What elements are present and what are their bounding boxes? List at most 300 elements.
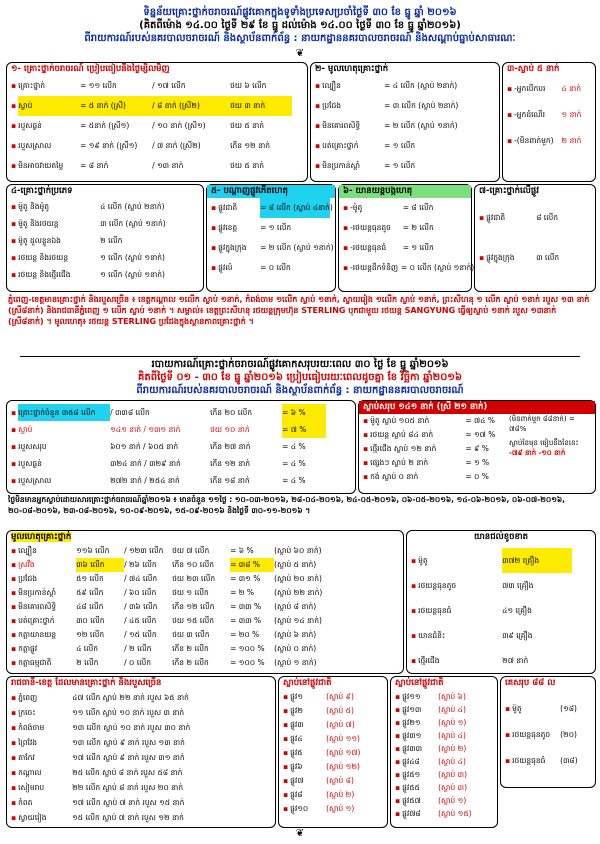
cell: / ១៥ លើក	[124, 630, 157, 639]
no-death-days-note	[8, 494, 592, 530]
period-dead-side	[509, 414, 593, 484]
bullet-icon: ▪	[11, 708, 17, 717]
period-national-roads-box-2	[390, 676, 498, 828]
cell: = ៤ %	[282, 459, 306, 468]
period-totals-box	[6, 400, 356, 494]
cell: ផ្លូវជាតិ	[218, 203, 238, 212]
table-row	[407, 623, 595, 648]
period-causes-box	[6, 530, 404, 674]
cell: = ១៩ នាក់ (ស្រី១)	[80, 141, 138, 150]
bullet-icon: ▪	[283, 790, 289, 799]
bullet-icon: ▪	[11, 588, 17, 597]
cell: -អ្នកបើកបរ	[514, 84, 546, 93]
bullet-icon: ▪	[395, 744, 401, 753]
table-row	[7, 544, 403, 558]
bullet-icon: ▪	[11, 783, 17, 792]
cell: = ៦ %	[230, 546, 254, 555]
box-title: ១- គ្រោះថ្នាក់ចរាចរណ៍ ប្រៀបធៀបនឹងថ្ងៃម្សិលមិញ	[11, 64, 170, 74]
table-row	[339, 218, 471, 238]
cell: (ស្លាប់ ១៥)	[438, 809, 472, 818]
cell: (ស្លាប់ ០ នាក់)	[274, 644, 317, 653]
cell: = ៧៤ %	[465, 416, 495, 425]
table-row	[207, 198, 335, 218]
period-dead-rows	[359, 414, 509, 484]
cell: កត្តាធម្មជាតិ	[18, 658, 52, 667]
cell: / ៣៣៨ លើក	[110, 408, 150, 417]
table-row	[7, 705, 275, 720]
table-row	[279, 690, 387, 704]
cell: គ្រោះថ្នាក់	[18, 81, 46, 90]
cell: ៣០ លើក	[76, 616, 105, 625]
daily-causes-box	[310, 62, 500, 182]
table-row	[311, 96, 499, 116]
cell: ផ្លូវ៥	[290, 748, 303, 757]
cell: = ៥ នាក់ (ស្រី)	[80, 96, 152, 116]
cell: / ៧ នាក់ (ស្រី២)	[152, 141, 201, 150]
bullet-icon: ▪	[11, 630, 17, 639]
cell: / ៣៦ លើក	[124, 602, 158, 611]
bullet-icon: ▪	[479, 253, 485, 262]
table-row	[391, 794, 497, 807]
cell: កើន ១២ នាក់	[230, 141, 271, 150]
table-row	[7, 96, 307, 116]
bullet-icon: ▪	[505, 756, 511, 765]
cell: ២ លើក	[100, 236, 123, 245]
cell: ម៉ូតូ	[418, 556, 428, 565]
cell: (ស្លាប់ ៥ នាក់)	[274, 560, 317, 569]
bullet-icon: ▪	[11, 476, 17, 485]
cell: មិនគោរពសិទ្ធិ	[18, 602, 57, 611]
cell: = ១០០ %	[230, 644, 265, 653]
bullet-icon: ▪	[411, 581, 417, 590]
table-row	[7, 156, 307, 176]
cell: (ស្លាប់ ២)	[438, 744, 467, 753]
cell: រថយន្ត និងថ្មើរជើង	[18, 270, 71, 279]
cell: ២៧ នាក់	[502, 656, 529, 665]
bullet-icon: ▪	[11, 753, 17, 762]
table-row	[7, 810, 275, 825]
bullet-icon: ▪	[11, 693, 17, 702]
bullet-icon: ▪	[283, 692, 289, 701]
cell: ម៉ូតូ និងម៉ូតូ	[18, 202, 50, 211]
bullet-icon: ▪	[211, 243, 217, 252]
cell: ក្រចេះ	[18, 708, 36, 717]
national-roads-rows	[279, 690, 387, 816]
cell: ផ្លូវ១	[290, 692, 303, 701]
cell: ៤ លើក (ស្លាប់ ២នាក់)	[100, 202, 165, 211]
cell: (ស្លាប់ ៨ នាក់)	[274, 602, 317, 611]
table-row	[359, 456, 509, 470]
table-row	[391, 781, 497, 794]
cell: ថ្មើរជើង ស្លាប់ ១២ នាក់	[370, 444, 437, 453]
cell: ៣៩ គ្រឿង	[502, 631, 533, 640]
bullet-icon: ▪	[363, 472, 369, 481]
table-row	[339, 238, 471, 258]
cell: ផ្លូវ១០	[290, 804, 309, 813]
bullet-icon: ▪	[343, 263, 349, 272]
table-row	[279, 788, 387, 802]
cell: / ៦០ លើក	[124, 588, 157, 597]
daily-dead-rows	[503, 76, 595, 154]
cell: ៣ លើក	[536, 253, 560, 262]
cell: រថយន្ត ស្លាប់ ៨៤ នាក់	[370, 430, 434, 439]
bullet-icon: ▪	[211, 263, 217, 272]
cell: រថយន្តធុនធំ	[418, 606, 452, 615]
daily-note	[8, 294, 592, 354]
cell: (ស្លាប់ ៦ នាក់)	[274, 630, 317, 639]
table-row	[279, 774, 387, 788]
cell: របួសធ្ងន់	[18, 459, 42, 468]
cell: = ២ %	[230, 588, 254, 597]
table-row	[339, 198, 471, 218]
cell: ផ្លូវជាតិ	[486, 213, 506, 222]
bullet-icon: ▪	[11, 644, 17, 653]
table-row	[279, 718, 387, 732]
bullet-icon: ▪	[283, 762, 289, 771]
table-row	[7, 404, 355, 421]
table-row	[279, 760, 387, 774]
cell: ផ្លូវក្នុងក្រុង	[218, 243, 247, 252]
cell: = ១៧ %	[465, 430, 496, 439]
cell: មិនគោរពសិទ្ធិ	[322, 121, 361, 130]
cell: ២២ លើក ស្លាប់ ៨ នាក់ របួស ២០ នាក់	[72, 783, 184, 792]
table-row	[391, 807, 497, 820]
cell: = ៧ %	[282, 421, 326, 438]
daily-note-text: ភ្នំពេញ-ខេត្តមានគ្រោះថ្នាក់ និងរបួសច្រើន ៖ ខេត្តកណ្ដាល ១លើក ស្លាប់ ១នាក់, កំពង់ចាម ១លើក ស្លាប់ ១នាក់, ស្វាយរៀង ១លើក ស្លាប់ ១នាក់, ព្រះសីហនុ ១ លើក ស្លាប់ ១នាក់ របួស ១៣ នាក់ (ស្រី៨នាក់) និងរាជធានីភ្នំពេញ ១ លើក ស្លាប់ ១នាក់ ។ សម្គាល់៖ ខេត្តព្រះសីហនុ រថយន្តក្រុមហ៊ុន STERLING បុកជាមួយ រថយន្ត SANGYUNG ធ្វើឲ្យស្លាប់ ១នាក់ របួស ១៣នាក់ (ស្រី៨នាក់) ។ មូលហេតុ៖ រថយន្ត STERLING ប្រជែងក្នុងស្ថានភាពគ្រោះថ្នាក់ ។	[8, 295, 590, 326]
period-range: គិតពីថ្ងៃទី ០១ - ៣០ ខែ ធ្នូ ឆ្នាំ២០១៦ ប្រៀបធៀបរយៈពេលដូចគ្នា ខែ វិច្ឆិកា ឆ្នាំ២០១៦	[138, 372, 462, 383]
table-row	[7, 586, 403, 600]
cell: កើន ២ លើក	[172, 658, 209, 667]
cell: / ៨ នាក់ (ស្រី២)	[152, 96, 230, 116]
table-row	[7, 735, 275, 750]
table-row	[359, 442, 509, 456]
cell: កត្តាយានយន្ត	[18, 630, 57, 639]
bullet-icon: ▪	[283, 748, 289, 757]
period-header	[0, 358, 600, 397]
cell: រថយន្តធុនធំ	[512, 756, 546, 765]
bullet-icon: ▪	[11, 738, 17, 747]
cell: ម៉ូតូ ដួលខ្លួនឯង	[18, 236, 61, 245]
table-row	[279, 732, 387, 746]
cell: = ១ លើក	[384, 161, 416, 170]
bullet-icon: ▪	[479, 213, 485, 222]
table-row	[7, 750, 275, 765]
cell: ផ្លូវ១៣	[402, 705, 422, 714]
national-roads-rows-2	[391, 690, 497, 820]
bullet-icon: ▪	[411, 606, 417, 615]
cell: ម៉ូតូ ស្លាប់ ១០៥ នាក់	[370, 416, 430, 425]
bullet-icon: ▪	[11, 546, 17, 555]
cell: = ៨ លើក	[402, 203, 434, 212]
cell: កើន ១២ លើក	[172, 602, 215, 611]
bullet-icon: ▪	[363, 458, 369, 467]
table-row	[279, 746, 387, 760]
cell: (ស្លាប់ ៣)	[438, 770, 468, 779]
box-title: ៥- បណ្ដាញផ្លូវកើតហេតុ	[207, 185, 335, 198]
cell: ថយ ១ លើក	[172, 588, 209, 597]
cell: -អ្នកដំណើរ	[514, 110, 545, 119]
table-row	[7, 116, 307, 136]
cell: កំពង់ចាម	[18, 723, 45, 732]
cell: កើន ១២ នាក់	[210, 459, 251, 468]
daily-dead-box	[502, 62, 596, 182]
table-row	[407, 573, 595, 598]
cell: កើន ២០ លើក	[210, 408, 253, 417]
box-title: ៤-គ្រោះថ្នាក់ប្រភេទ	[11, 186, 73, 196]
box-title: ស្លាប់សរុប ១៤១ នាក់ (ស្រី ២១ នាក់)	[359, 401, 595, 414]
section-divider	[20, 356, 580, 357]
bullet-icon: ▪	[11, 219, 17, 228]
box-title: ៣-ស្លាប់ ៥ នាក់	[507, 64, 560, 74]
table-row	[7, 232, 203, 249]
cell: = ៤ លើក (ស្លាប់ ២នាក់)	[384, 81, 458, 90]
box-title: ២- មូលហេតុគ្រោះថ្នាក់	[315, 64, 389, 74]
table-row	[391, 768, 497, 781]
cell: ថយ ៥ នាក់	[230, 121, 264, 130]
bullet-icon: ▪	[11, 768, 17, 777]
cell: = ២០ %	[230, 630, 260, 639]
bullet-icon: ▪	[11, 202, 17, 211]
box-title: គេសរុប ៨៨ ល	[505, 678, 556, 688]
bullet-icon: ▪	[211, 203, 217, 212]
ornament-icon: ❦	[295, 48, 305, 59]
box-title: ស្លាប់នៅផ្លូវជាតិ	[395, 678, 444, 688]
cell: ២៥ លើក ស្លាប់ ៨ នាក់ របួស ៥៨ នាក់	[72, 768, 183, 777]
cell: ១៧ លើក ស្លាប់ ៧ នាក់ របួស ១៥ នាក់	[72, 798, 185, 807]
cell: ១ នាក់	[561, 110, 582, 119]
bullet-icon: ▪	[411, 656, 417, 665]
cell: តាកែវ	[18, 753, 35, 762]
cell: / ២ លើក	[124, 644, 152, 653]
cell: = ៣ លើក (ស្លាប់ ២នាក់)	[384, 101, 459, 110]
cell: កណ្ដាល	[18, 768, 42, 777]
table-row	[391, 716, 497, 729]
cell: ផ្លូវ៥៥	[402, 783, 420, 792]
cell: ផ្លូវ៥៧	[402, 796, 421, 805]
table-row	[475, 198, 595, 238]
bullet-icon: ▪	[11, 236, 17, 245]
bullet-icon: ▪	[11, 101, 17, 110]
cell: មិនប្រកាន់ស្ដាំ	[18, 588, 57, 597]
cell: (ស្លាប់ ៩)	[326, 692, 354, 701]
period-vehicles-box	[406, 530, 596, 674]
cell: ថយ ៣ នាក់	[230, 96, 292, 116]
period-causes-rows	[7, 544, 403, 670]
cell: = ៨ នាក់	[80, 161, 109, 170]
cell: ផ្លូវ៧	[290, 776, 304, 785]
cell: ថយ ៥ នាក់	[230, 161, 264, 170]
table-row	[7, 628, 403, 642]
bullet-icon: ▪	[11, 161, 17, 170]
cell: (ស្លាប់ ១)	[438, 796, 467, 805]
table-row	[311, 76, 499, 96]
table-row	[7, 455, 355, 472]
bullet-icon: ▪	[507, 136, 513, 145]
period-vehicles-rows	[407, 544, 595, 673]
cell: ប្រជែង	[322, 101, 341, 110]
bullet-icon: ▪	[395, 783, 401, 792]
period-totals-rows	[7, 401, 355, 489]
cell: = ៤ %	[282, 476, 306, 485]
box-title: ស្លាប់នៅផ្លូវជាតិ	[283, 678, 332, 688]
table-row	[359, 428, 509, 442]
bullet-icon: ▪	[343, 203, 349, 212]
cell: ផ្លូវក្នុងក្រុង	[486, 253, 515, 262]
cell: ១១៦ លើក	[76, 546, 110, 555]
cell: (ស្លាប់ ៦០ នាក់)	[274, 546, 322, 555]
cell: (២០)	[560, 730, 577, 739]
cell: ប្រជែង	[18, 574, 37, 583]
cell: ៤ លើក	[76, 644, 99, 653]
cell: (ស្លាប់ ៤)	[438, 705, 466, 714]
cell: យានជំនិះ	[418, 631, 446, 640]
bullet-icon: ▪	[11, 81, 17, 90]
cell: (ស្លាប់ ៤)	[438, 757, 466, 766]
table-row	[407, 598, 595, 623]
cell: ផ្លូវខេត្ត	[218, 223, 238, 232]
cell: = ២ លើក (ស្លាប់ ១នាក់)	[260, 243, 334, 252]
cell: កត្តាផ្លូវ	[18, 644, 38, 653]
cell: ស្លាប់	[18, 96, 80, 116]
cell: (ស្លាប់ ២)	[326, 790, 355, 799]
cell: = ១ លើក	[402, 243, 434, 252]
cell: ថយ ១០ នាក់	[210, 425, 250, 434]
bullet-icon: ▪	[11, 121, 17, 130]
table-row	[207, 238, 335, 258]
cell: -(មិនពាក់មួក)	[514, 136, 554, 145]
cell: = ៥នាក់ (ស្រី១)	[80, 121, 130, 130]
cell: (ស្លាប់ ២០ នាក់)	[274, 574, 322, 583]
cell: ៥៩ លើក	[76, 588, 104, 597]
cell: ម៉ូតូ និងរថយន្ត	[18, 219, 59, 228]
table-row	[475, 238, 595, 278]
cell: = ៣៣ %	[230, 602, 262, 611]
cell: ល្បឿន	[18, 546, 37, 555]
bullet-icon: ▪	[507, 84, 513, 93]
bullet-icon: ▪	[11, 574, 17, 583]
table-row	[7, 249, 203, 266]
cell: ៦០១ នាក់ / ៦០៥ នាក់	[110, 442, 179, 451]
box-title: ៧-គ្រោះថ្នាក់លើផ្លូវ	[479, 186, 539, 196]
cell: = ១១ លើក	[80, 81, 117, 90]
cell: បត់គ្រោះថ្នាក់	[18, 616, 55, 625]
table-row	[7, 215, 203, 232]
cell: ៤៧ លើក ស្លាប់ ២២ នាក់ របួស ៦៥ នាក់	[72, 693, 189, 702]
cell: ភ្នំពេញ	[18, 693, 38, 702]
cell: = ១០០ %	[230, 658, 265, 667]
cell: បត់គ្រោះថ្នាក់	[322, 141, 359, 150]
bullet-icon: ▪	[11, 602, 17, 611]
table-row	[7, 438, 355, 455]
table-row	[359, 470, 509, 484]
cell: ផ្លូវលំ	[218, 263, 233, 272]
cell: ៤៨ លើក	[76, 602, 104, 611]
table-row	[311, 136, 499, 156]
cell: (ស្លាប់ ៤)	[438, 731, 466, 740]
daily-road-accident-box	[474, 184, 596, 292]
cell: = ២ លើក (ស្លាប់ ១នាក់)	[384, 121, 458, 130]
bullet-icon: ▪	[11, 798, 17, 807]
bullet-icon: ▪	[395, 705, 401, 714]
table-row	[7, 472, 355, 489]
bullet-icon: ▪	[11, 141, 17, 150]
table-row	[407, 648, 595, 673]
cell: (ស្លាប់ ១៤ នាក់)	[274, 616, 322, 625]
cell: (ស្លាប់ ៥)	[326, 706, 354, 715]
cell: = ៨ លើក (ស្លាប់ ៤នាក់)	[260, 198, 330, 218]
table-row	[391, 690, 497, 703]
daily-accidents-box	[6, 62, 308, 182]
table-row	[7, 780, 275, 795]
cell: / ០ លើក	[124, 658, 151, 667]
cell: (ស្លាប់ ១)	[438, 718, 467, 727]
cell: = ១ %	[465, 458, 490, 467]
table-row	[339, 258, 475, 278]
cell: = ០ លើក	[260, 263, 291, 272]
cell: -រថយន្តដឹកទំនិញ	[350, 263, 399, 272]
bullet-icon: ▪	[11, 813, 17, 822]
bullet-icon: ▪	[11, 616, 17, 625]
cell: = ៣៨ %	[230, 558, 274, 572]
cell: (ស្លាប់ ១ នាក់)	[274, 658, 317, 667]
bullet-icon: ▪	[11, 270, 17, 279]
no-helmet-rows	[501, 690, 595, 774]
bullet-icon: ▪	[505, 730, 511, 739]
cell: ៤ នាក់	[561, 84, 582, 93]
table-row	[359, 414, 509, 428]
cell: ១២ លើក	[76, 630, 105, 639]
cell: កើន ២ លើក	[172, 644, 209, 653]
cell: រថយន្តធុនតូច	[418, 581, 457, 590]
cell: ១៤១ នាក់ / ១៣១ នាក់	[110, 425, 181, 434]
bullet-icon: ▪	[11, 442, 17, 451]
bullet-icon: ▪	[211, 223, 217, 232]
cell: ១៣ លើក ស្លាប់ ១០ នាក់ របួស ៣០ នាក់	[72, 723, 191, 732]
period-provinces-box	[6, 676, 276, 828]
table-row	[207, 218, 335, 238]
cell: / ១៣ នាក់	[152, 161, 184, 170]
table-row	[391, 755, 497, 768]
bullet-icon: ▪	[283, 804, 289, 813]
box-title: យានជល់ខូចខាត	[474, 532, 528, 542]
table-row	[7, 198, 203, 215]
table-row	[501, 696, 595, 722]
bullet-icon: ▪	[411, 556, 417, 565]
bullet-icon: ▪	[315, 141, 321, 150]
cell: (ស្លាប់ ១៧)	[326, 748, 361, 757]
cell: ផ្លូវ៣១	[402, 731, 422, 740]
compare-values: -៧៩ នាក់ -១០ នាក់	[509, 449, 566, 457]
cell: ផ្លូវ៤៨	[402, 757, 420, 766]
cell: ៣ លើក (ស្លាប់ ១នាក់)	[100, 219, 166, 228]
daily-type-box	[6, 184, 204, 292]
cell: ផ្លូវ៥១	[402, 770, 421, 779]
cell: ថយ ៧ លើក	[172, 546, 210, 555]
table-row	[391, 703, 497, 716]
cell: ផ្លូវ១១	[402, 692, 421, 701]
cell: / ១០ នាក់ (ស្រី១)	[152, 121, 206, 130]
bullet-icon: ▪	[315, 81, 321, 90]
cell: របួសសរុប	[18, 442, 47, 451]
table-row	[407, 548, 595, 573]
cell: / ៤៥ លើក	[124, 616, 157, 625]
cell: ថយ ១៥ លើក	[172, 616, 215, 625]
cell: ១៣ លើក ស្លាប់ ៩ នាក់ របួស ១៣ នាក់	[72, 738, 185, 747]
cell: ២៧២ នាក់ / ២៥៤ នាក់	[110, 476, 180, 485]
bullet-icon: ▪	[507, 110, 513, 119]
header-period: (គិតពីម៉ោង ១៤.០០ ថ្ងៃទី ២៩ ខែ ធ្នូ ដល់ម៉ោង ១៤.០០ ថ្ងៃទី ៣០ ខែ ធ្នូ ឆ្នាំ២០១៦)	[139, 20, 461, 31]
table-row	[7, 421, 355, 438]
